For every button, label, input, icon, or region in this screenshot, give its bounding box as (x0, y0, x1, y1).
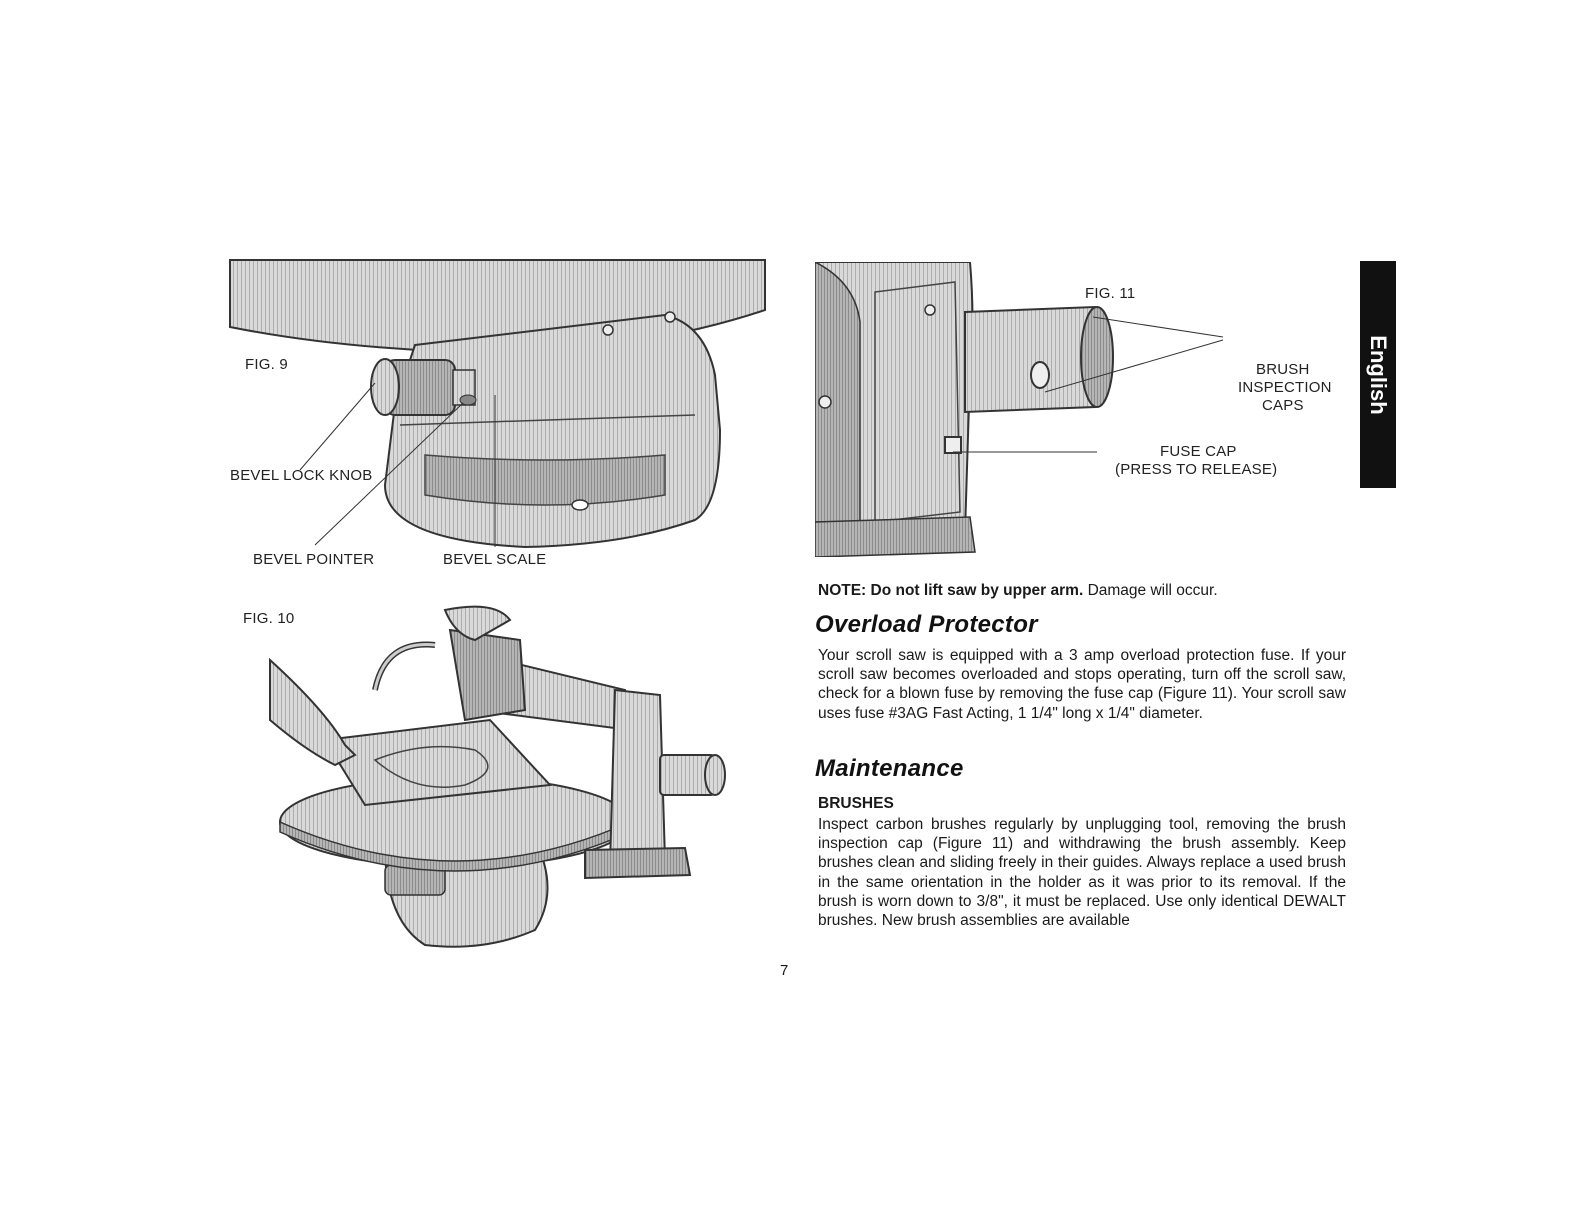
note-text: Damage will occur. (1087, 582, 1218, 599)
label-fuse-line1: FUSE CAP (1160, 443, 1237, 460)
fig9-caption: FIG. 9 (245, 356, 288, 373)
maintenance-body: Inspect carbon brushes regularly by unplugging tool, removing the brush inspection cap (Figure 11) and withdrawing the brush assembly. Keep brushes clean and sliding freely in their guides. Always replace a used brush in the same orientation in the holder as it was prior to its removal. If the brush is worn down to 3/8", it must be replaced. Use only identical DEWALT brushes. New brush assemblies are available (818, 816, 1346, 930)
note (818, 582, 1218, 600)
label-brush-line3: CAPS (1262, 397, 1304, 414)
label-bevel-lock-knob: BEVEL LOCK KNOB (230, 467, 373, 484)
label-brush-line2: INSPECTION (1238, 379, 1332, 396)
overload-heading: Overload Protector (815, 611, 1038, 638)
fig9-illustration (225, 255, 770, 565)
fig10-caption: FIG. 10 (243, 610, 295, 627)
fig11-caption: FIG. 11 (1085, 285, 1136, 302)
note-label: NOTE: (818, 582, 867, 599)
language-tab-label: English (1366, 334, 1391, 415)
page-number: 7 (780, 962, 789, 979)
label-bevel-pointer: BEVEL POINTER (253, 551, 375, 568)
maintenance-heading: Maintenance (815, 755, 964, 782)
overload-body: Your scroll saw is equipped with a 3 amp overload protection fuse. If your scroll saw becomes overloaded and stops operating, turn off the scroll saw, check for a blown fuse by removing the fuse cap (Figure 11). Your scroll saw uses fuse #3AG Fast Acting, 1 1/4" long x 1/4" diameter. (818, 647, 1346, 722)
label-bevel-scale: BEVEL SCALE (443, 551, 547, 568)
note-bold-text: Do not lift saw by upper arm. (870, 582, 1084, 599)
label-brush-line1: BRUSH (1256, 361, 1310, 378)
language-tab (1360, 261, 1396, 488)
fig10-illustration (265, 600, 735, 960)
label-fuse-line2: (PRESS TO RELEASE) (1115, 461, 1278, 478)
brushes-subheading: BRUSHES (818, 795, 894, 812)
